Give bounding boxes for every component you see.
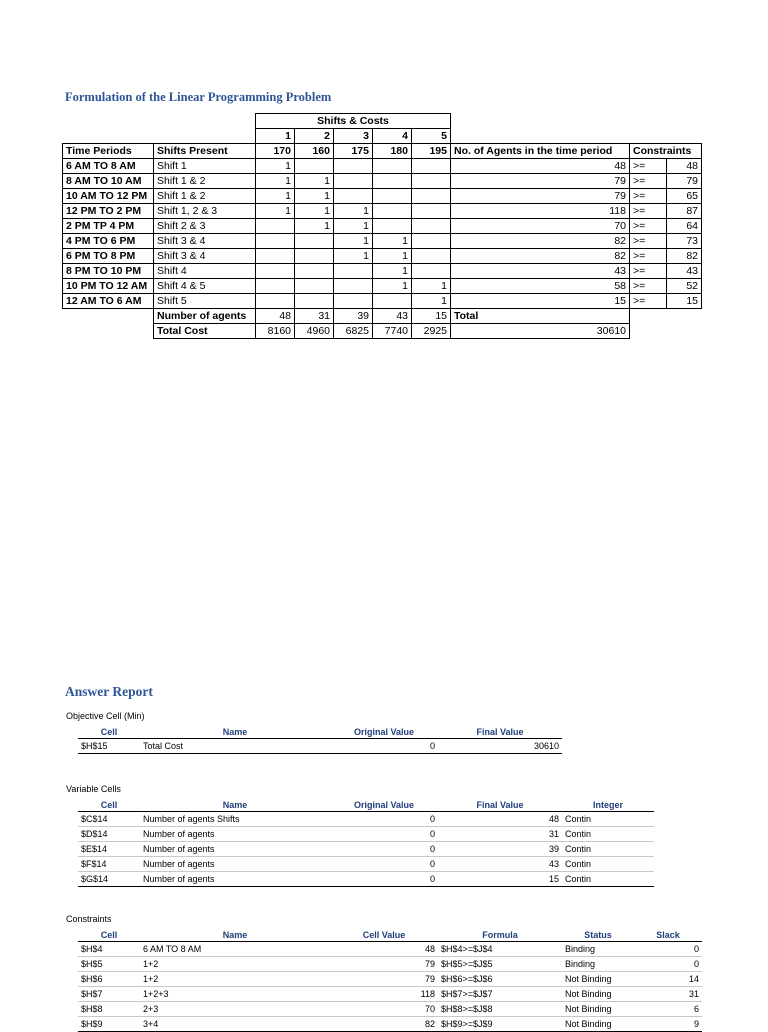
- shift-number: 2: [295, 129, 334, 144]
- value-cell: 79: [330, 957, 438, 972]
- column-header: Slack: [634, 928, 702, 942]
- time-period: 6 PM TO 8 PM: [63, 249, 154, 264]
- column-header: Cell Value: [330, 928, 438, 942]
- answer-report-heading: Answer Report: [65, 684, 153, 699]
- integer-cell: Contin: [562, 812, 654, 827]
- agents-count: 31: [295, 309, 334, 324]
- column-header: Name: [140, 928, 330, 942]
- final-cell: 30610: [438, 739, 562, 754]
- total-label: Total: [451, 309, 630, 324]
- time-period: 8 PM TO 10 PM: [63, 264, 154, 279]
- required-agents: 79: [667, 174, 702, 189]
- integer-cell: Contin: [562, 842, 654, 857]
- table-row: [78, 942, 702, 957]
- shift-total-cost: 2925: [412, 324, 451, 339]
- slack-cell: 9: [634, 1017, 702, 1032]
- formula-cell: $H$7>=$J$7: [438, 987, 562, 1002]
- constraint-operator: >=: [630, 159, 667, 174]
- table-row: [78, 957, 702, 972]
- required-agents: 64: [667, 219, 702, 234]
- time-period: 12 AM TO 6 AM: [63, 294, 154, 309]
- period-row: [63, 159, 702, 174]
- agents-count: 48: [256, 309, 295, 324]
- coverage-cell: [334, 264, 373, 279]
- name-cell: 1+2: [140, 957, 330, 972]
- table-row: [78, 1002, 702, 1017]
- shift-total-cost: 6825: [334, 324, 373, 339]
- slack-cell: 0: [634, 942, 702, 957]
- cell-cell: $H$6: [78, 972, 140, 987]
- time-period: 10 PM TO 12 AM: [63, 279, 154, 294]
- name-cell: 1+2+3: [140, 987, 330, 1002]
- column-header: Name: [140, 798, 330, 812]
- coverage-cell: [412, 174, 451, 189]
- shift-cost: 180: [373, 144, 412, 159]
- coverage-cell: 1: [334, 204, 373, 219]
- coverage-cell: [295, 159, 334, 174]
- shift-cost: 160: [295, 144, 334, 159]
- name-cell: Number of agents: [140, 872, 330, 887]
- value-cell: 70: [330, 1002, 438, 1017]
- original-cell: 0: [330, 827, 438, 842]
- column-header: Original Value: [330, 798, 438, 812]
- agents-in-period: 82: [451, 234, 630, 249]
- column-header: Final Value: [438, 798, 562, 812]
- shift-total-cost: 4960: [295, 324, 334, 339]
- coverage-cell: 1: [295, 219, 334, 234]
- shift-cost: 170: [256, 144, 295, 159]
- period-row: [63, 189, 702, 204]
- variable-section-title: Variable Cells: [66, 784, 121, 794]
- coverage-cell: [412, 159, 451, 174]
- status-cell: Not Binding: [562, 987, 634, 1002]
- shift-total-cost: 8160: [256, 324, 295, 339]
- coverage-cell: [373, 189, 412, 204]
- table-row: [78, 827, 654, 842]
- time-period: 10 AM TO 12 PM: [63, 189, 154, 204]
- shift-number: 3: [334, 129, 373, 144]
- final-cell: 31: [438, 827, 562, 842]
- cell-cell: $H$5: [78, 957, 140, 972]
- original-cell: 0: [330, 842, 438, 857]
- coverage-cell: [256, 294, 295, 309]
- coverage-cell: [412, 219, 451, 234]
- objective-section-title: Objective Cell (Min): [66, 711, 145, 721]
- time-period: 8 AM TO 10 AM: [63, 174, 154, 189]
- coverage-cell: [295, 264, 334, 279]
- agents-in-period: 48: [451, 159, 630, 174]
- coverage-cell: 1: [334, 234, 373, 249]
- time-period: 12 PM TO 2 PM: [63, 204, 154, 219]
- column-header: Status: [562, 928, 634, 942]
- cell-cell: $G$14: [78, 872, 140, 887]
- integer-cell: Contin: [562, 857, 654, 872]
- shift-cost: 175: [334, 144, 373, 159]
- agents-count: 43: [373, 309, 412, 324]
- cell-cell: $C$14: [78, 812, 140, 827]
- agents-count: 39: [334, 309, 373, 324]
- constraint-operator: >=: [630, 279, 667, 294]
- constraints-header: Constraints: [630, 144, 702, 159]
- cell-cell: $H$4: [78, 942, 140, 957]
- formulation-table: [62, 113, 702, 339]
- final-cell: 43: [438, 857, 562, 872]
- coverage-cell: [295, 234, 334, 249]
- coverage-cell: [256, 219, 295, 234]
- agents-in-period: 79: [451, 174, 630, 189]
- shift-cost: 195: [412, 144, 451, 159]
- shifts-present: Shift 1 & 2: [154, 174, 256, 189]
- status-cell: Not Binding: [562, 972, 634, 987]
- total-cost-row: [63, 324, 702, 339]
- status-cell: Binding: [562, 957, 634, 972]
- formula-cell: $H$8>=$J$8: [438, 1002, 562, 1017]
- blank-cell: [154, 129, 256, 144]
- constraint-operator: >=: [630, 264, 667, 279]
- header-row: [63, 144, 702, 159]
- time-periods-header: Time Periods: [63, 144, 154, 159]
- column-header: Cell: [78, 725, 140, 739]
- shift-number: 5: [412, 129, 451, 144]
- variable-cells-table: [78, 798, 654, 887]
- coverage-cell: 1: [295, 189, 334, 204]
- final-cell: 39: [438, 842, 562, 857]
- coverage-cell: 1: [373, 249, 412, 264]
- objective-table: [78, 725, 562, 754]
- required-agents: 48: [667, 159, 702, 174]
- required-agents: 73: [667, 234, 702, 249]
- period-row: [63, 294, 702, 309]
- coverage-cell: 1: [373, 264, 412, 279]
- coverage-cell: 1: [334, 249, 373, 264]
- period-row: [63, 249, 702, 264]
- coverage-cell: [295, 294, 334, 309]
- blank-cell: [63, 114, 154, 129]
- constraint-operator: >=: [630, 204, 667, 219]
- value-cell: 82: [330, 1017, 438, 1032]
- name-cell: 1+2: [140, 972, 330, 987]
- original-cell: 0: [330, 812, 438, 827]
- coverage-cell: [334, 279, 373, 294]
- table-row: [78, 987, 702, 1002]
- coverage-cell: 1: [256, 174, 295, 189]
- column-header: Original Value: [330, 725, 438, 739]
- name-cell: Total Cost: [140, 739, 330, 754]
- name-cell: Number of agents: [140, 857, 330, 872]
- period-row: [63, 219, 702, 234]
- shift-number: 1: [256, 129, 295, 144]
- value-cell: 48: [330, 942, 438, 957]
- coverage-cell: [412, 249, 451, 264]
- required-agents: 82: [667, 249, 702, 264]
- column-header: Formula: [438, 928, 562, 942]
- period-row: [63, 174, 702, 189]
- status-cell: Not Binding: [562, 1002, 634, 1017]
- coverage-cell: 1: [412, 294, 451, 309]
- cell-cell: $H$9: [78, 1017, 140, 1032]
- name-cell: Number of agents: [140, 842, 330, 857]
- coverage-cell: [295, 279, 334, 294]
- shifts-present: Shift 3 & 4: [154, 234, 256, 249]
- required-agents: 43: [667, 264, 702, 279]
- agents-header: No. of Agents in the time period: [451, 144, 630, 159]
- column-header: Cell: [78, 928, 140, 942]
- table-row: [78, 1017, 702, 1032]
- number-of-agents-row: [63, 309, 702, 324]
- blank-cell: [63, 309, 154, 324]
- shift-number: 4: [373, 129, 412, 144]
- coverage-cell: 1: [256, 159, 295, 174]
- value-cell: 79: [330, 972, 438, 987]
- required-agents: 87: [667, 204, 702, 219]
- table-row: [78, 872, 654, 887]
- time-period: 6 AM TO 8 AM: [63, 159, 154, 174]
- shifts-present: Shift 1 & 2: [154, 189, 256, 204]
- formulation-heading: Formulation of the Linear Programming Problem: [65, 90, 332, 104]
- agents-in-period: 79: [451, 189, 630, 204]
- coverage-cell: [412, 204, 451, 219]
- column-header: Name: [140, 725, 330, 739]
- coverage-cell: 1: [412, 279, 451, 294]
- agents-in-period: 43: [451, 264, 630, 279]
- name-cell: 2+3: [140, 1002, 330, 1017]
- original-cell: 0: [330, 872, 438, 887]
- constraint-operator: >=: [630, 294, 667, 309]
- coverage-cell: 1: [256, 204, 295, 219]
- coverage-cell: 1: [256, 189, 295, 204]
- status-cell: Binding: [562, 942, 634, 957]
- blank-cell: [63, 129, 154, 144]
- coverage-cell: [334, 189, 373, 204]
- final-cell: 48: [438, 812, 562, 827]
- constraint-operator: >=: [630, 174, 667, 189]
- cell-cell: $H$15: [78, 739, 140, 754]
- grand-total: 30610: [451, 324, 630, 339]
- original-cell: 0: [330, 739, 438, 754]
- coverage-cell: 1: [373, 234, 412, 249]
- original-cell: 0: [330, 857, 438, 872]
- shifts-present: Shift 1, 2 & 3: [154, 204, 256, 219]
- coverage-cell: [412, 189, 451, 204]
- coverage-cell: [373, 204, 412, 219]
- required-agents: 65: [667, 189, 702, 204]
- slack-cell: 31: [634, 987, 702, 1002]
- constraints-section-title: Constraints: [66, 914, 112, 924]
- formula-cell: $H$9>=$J$9: [438, 1017, 562, 1032]
- shift-number-row: [63, 129, 702, 144]
- period-row: [63, 234, 702, 249]
- final-cell: 15: [438, 872, 562, 887]
- coverage-cell: 1: [295, 204, 334, 219]
- coverage-cell: [256, 279, 295, 294]
- required-agents: 15: [667, 294, 702, 309]
- coverage-cell: [412, 234, 451, 249]
- column-header: Cell: [78, 798, 140, 812]
- agents-in-period: 58: [451, 279, 630, 294]
- agents-in-period: 70: [451, 219, 630, 234]
- shifts-present: Shift 1: [154, 159, 256, 174]
- coverage-cell: [295, 249, 334, 264]
- constraint-operator: >=: [630, 249, 667, 264]
- shifts-present: Shift 2 & 3: [154, 219, 256, 234]
- shifts-present: Shift 4: [154, 264, 256, 279]
- required-agents: 52: [667, 279, 702, 294]
- coverage-cell: [256, 264, 295, 279]
- constraint-operator: >=: [630, 219, 667, 234]
- table-row: [78, 842, 654, 857]
- cell-cell: $H$7: [78, 987, 140, 1002]
- name-cell: 6 AM TO 8 AM: [140, 942, 330, 957]
- table-row: [78, 857, 654, 872]
- blank-cell: [154, 114, 256, 129]
- total-cost-label: Total Cost: [154, 324, 256, 339]
- agents-in-period: 118: [451, 204, 630, 219]
- coverage-cell: [373, 174, 412, 189]
- coverage-cell: [334, 174, 373, 189]
- blank-cell: [63, 324, 154, 339]
- cell-cell: $F$14: [78, 857, 140, 872]
- formula-cell: $H$5>=$J$5: [438, 957, 562, 972]
- name-cell: Number of agents Shifts: [140, 812, 330, 827]
- slack-cell: 14: [634, 972, 702, 987]
- shifts-costs-row: [63, 114, 702, 129]
- name-cell: 3+4: [140, 1017, 330, 1032]
- coverage-cell: [334, 294, 373, 309]
- shifts-present: Shift 3 & 4: [154, 249, 256, 264]
- table-row: [78, 739, 562, 754]
- time-period: 2 PM TP 4 PM: [63, 219, 154, 234]
- agents-in-period: 82: [451, 249, 630, 264]
- period-row: [63, 264, 702, 279]
- time-period: 4 PM TO 6 PM: [63, 234, 154, 249]
- constraint-operator: >=: [630, 234, 667, 249]
- column-header: Integer: [562, 798, 654, 812]
- cell-cell: $D$14: [78, 827, 140, 842]
- coverage-cell: [256, 234, 295, 249]
- value-cell: 118: [330, 987, 438, 1002]
- coverage-cell: [373, 294, 412, 309]
- name-cell: Number of agents: [140, 827, 330, 842]
- coverage-cell: 1: [373, 279, 412, 294]
- status-cell: Not Binding: [562, 1017, 634, 1032]
- shifts-present: Shift 4 & 5: [154, 279, 256, 294]
- coverage-cell: [256, 249, 295, 264]
- constraints-table: [78, 928, 702, 1032]
- table-row: [78, 972, 702, 987]
- coverage-cell: [373, 219, 412, 234]
- formula-cell: $H$6>=$J$6: [438, 972, 562, 987]
- shifts-present-header: Shifts Present: [154, 144, 256, 159]
- shift-total-cost: 7740: [373, 324, 412, 339]
- table-row: [78, 812, 654, 827]
- integer-cell: Contin: [562, 872, 654, 887]
- slack-cell: 6: [634, 1002, 702, 1017]
- shifts-costs-header: Shifts & Costs: [256, 114, 451, 129]
- coverage-cell: [334, 159, 373, 174]
- cell-cell: $H$8: [78, 1002, 140, 1017]
- integer-cell: Contin: [562, 827, 654, 842]
- agents-count: 15: [412, 309, 451, 324]
- coverage-cell: [373, 159, 412, 174]
- number-of-agents-label: Number of agents: [154, 309, 256, 324]
- coverage-cell: 1: [295, 174, 334, 189]
- coverage-cell: [412, 264, 451, 279]
- column-header: Final Value: [438, 725, 562, 739]
- agents-in-period: 15: [451, 294, 630, 309]
- formula-cell: $H$4>=$J$4: [438, 942, 562, 957]
- cell-cell: $E$14: [78, 842, 140, 857]
- constraint-operator: >=: [630, 189, 667, 204]
- period-row: [63, 204, 702, 219]
- period-row: [63, 279, 702, 294]
- coverage-cell: 1: [334, 219, 373, 234]
- shifts-present: Shift 5: [154, 294, 256, 309]
- slack-cell: 0: [634, 957, 702, 972]
